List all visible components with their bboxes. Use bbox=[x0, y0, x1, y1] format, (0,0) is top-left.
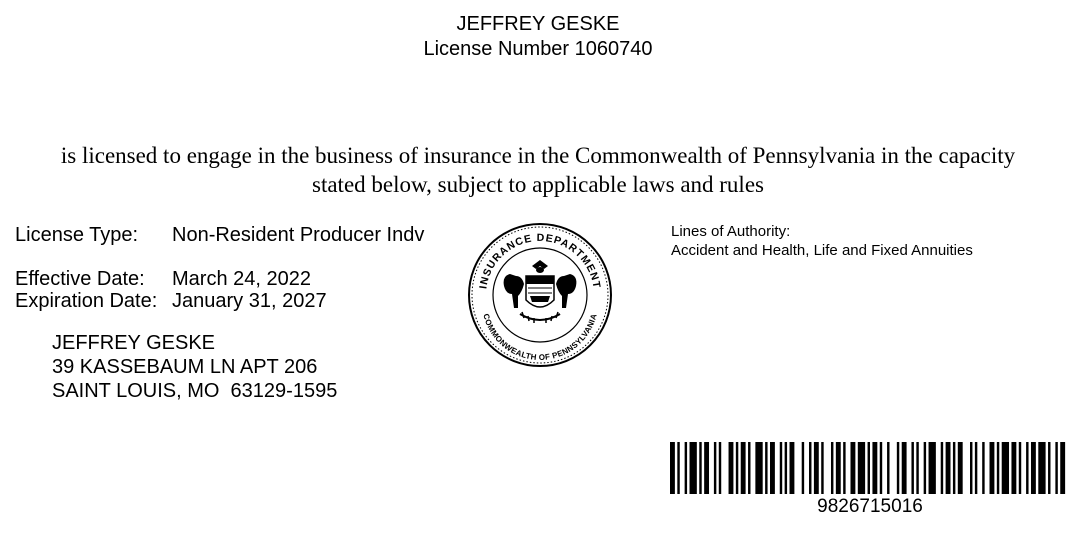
seal-bottom-text: COMMONWEALTH OF PENNSYLVANIA bbox=[481, 312, 599, 363]
pennsylvania-insurance-department-seal bbox=[466, 222, 614, 368]
barcode-bar bbox=[858, 442, 865, 494]
barcode-bar bbox=[770, 442, 775, 494]
barcode-bar bbox=[802, 442, 804, 494]
barcode-bar bbox=[880, 442, 882, 494]
barcode-bar bbox=[704, 442, 709, 494]
barcode-bar bbox=[699, 442, 701, 494]
effective-date-value: March 24, 2022 bbox=[172, 268, 311, 290]
barcode-bar bbox=[719, 442, 721, 494]
barcode-bar bbox=[997, 442, 999, 494]
barcode-bar bbox=[1060, 442, 1065, 494]
barcode-bar bbox=[831, 442, 833, 494]
barcode-bar bbox=[736, 442, 738, 494]
barcode-bar bbox=[916, 442, 918, 494]
barcode-bar bbox=[1026, 442, 1028, 494]
barcode-bar bbox=[953, 442, 955, 494]
barcode-bar bbox=[1048, 442, 1050, 494]
barcode-number: 9826715016 bbox=[817, 496, 923, 517]
address-city: SAINT LOUIS, MO 63129-1595 bbox=[52, 380, 338, 402]
licensee-name: JEFFREY GESKE bbox=[456, 13, 620, 35]
barcode-bar bbox=[990, 442, 995, 494]
barcode-bar bbox=[872, 442, 877, 494]
barcode-bar bbox=[836, 442, 841, 494]
barcode-bar bbox=[670, 442, 675, 494]
barcode-bar bbox=[755, 442, 762, 494]
address-street: 39 KASSEBAUM LN APT 206 bbox=[52, 356, 318, 378]
barcode-bar bbox=[941, 442, 943, 494]
lines-of-authority-value: Accident and Health, Life and Fixed Annuities bbox=[671, 242, 973, 259]
barcode-bar bbox=[714, 442, 716, 494]
seal-top-text: INSURANCE DEPARTMENT bbox=[477, 231, 603, 290]
barcode-bar bbox=[780, 442, 782, 494]
barcode-bar bbox=[748, 442, 750, 494]
barcode-bar bbox=[911, 442, 913, 494]
barcode-bar bbox=[850, 442, 855, 494]
barcode-bar bbox=[843, 442, 845, 494]
barcode-bar bbox=[975, 442, 977, 494]
barcode-bar bbox=[1019, 442, 1021, 494]
barcode-bar bbox=[887, 442, 889, 494]
barcode-bar bbox=[1038, 442, 1045, 494]
barcode-bar bbox=[685, 442, 687, 494]
barcode-bar bbox=[1002, 442, 1009, 494]
barcode-bar bbox=[929, 442, 936, 494]
lines-of-authority-label: Lines of Authority: bbox=[671, 223, 791, 240]
barcode-bar bbox=[924, 442, 926, 494]
barcode-bar bbox=[982, 442, 984, 494]
barcode-bar bbox=[868, 442, 870, 494]
barcode bbox=[670, 442, 1070, 494]
barcode-bar bbox=[790, 442, 795, 494]
expiration-date-label: Expiration Date: bbox=[15, 290, 158, 312]
effective-date-label: Effective Date: bbox=[15, 268, 145, 290]
barcode-bar bbox=[958, 442, 963, 494]
barcode-bar bbox=[1031, 442, 1036, 494]
barcode-bar bbox=[970, 442, 972, 494]
address-name: JEFFREY GESKE bbox=[52, 332, 216, 354]
barcode-bar bbox=[821, 442, 823, 494]
expiration-date-value: January 31, 2027 bbox=[172, 290, 327, 312]
barcode-bar bbox=[741, 442, 746, 494]
license-statement-line-1: is licensed to engage in the business of insurance in the Commonwealth of Pennsylvania in the capacity bbox=[60, 143, 1016, 168]
license-type-value: Non-Resident Producer Indv bbox=[172, 224, 425, 246]
license-number: License Number 1060740 bbox=[423, 38, 653, 60]
barcode-bar bbox=[1011, 442, 1016, 494]
barcode-bar bbox=[814, 442, 819, 494]
barcode-bar bbox=[765, 442, 767, 494]
license-type-label: License Type: bbox=[15, 224, 139, 246]
barcode-bar bbox=[809, 442, 811, 494]
barcode-bar bbox=[677, 442, 679, 494]
barcode-bar bbox=[897, 442, 899, 494]
barcode-bar bbox=[690, 442, 697, 494]
barcode-bar bbox=[946, 442, 951, 494]
barcode-bar bbox=[729, 442, 734, 494]
barcode-bar bbox=[785, 442, 787, 494]
license-statement-line-2: stated below, subject to applicable laws and rules bbox=[312, 172, 764, 197]
barcode-bar bbox=[1055, 442, 1057, 494]
barcode-bar bbox=[902, 442, 907, 494]
